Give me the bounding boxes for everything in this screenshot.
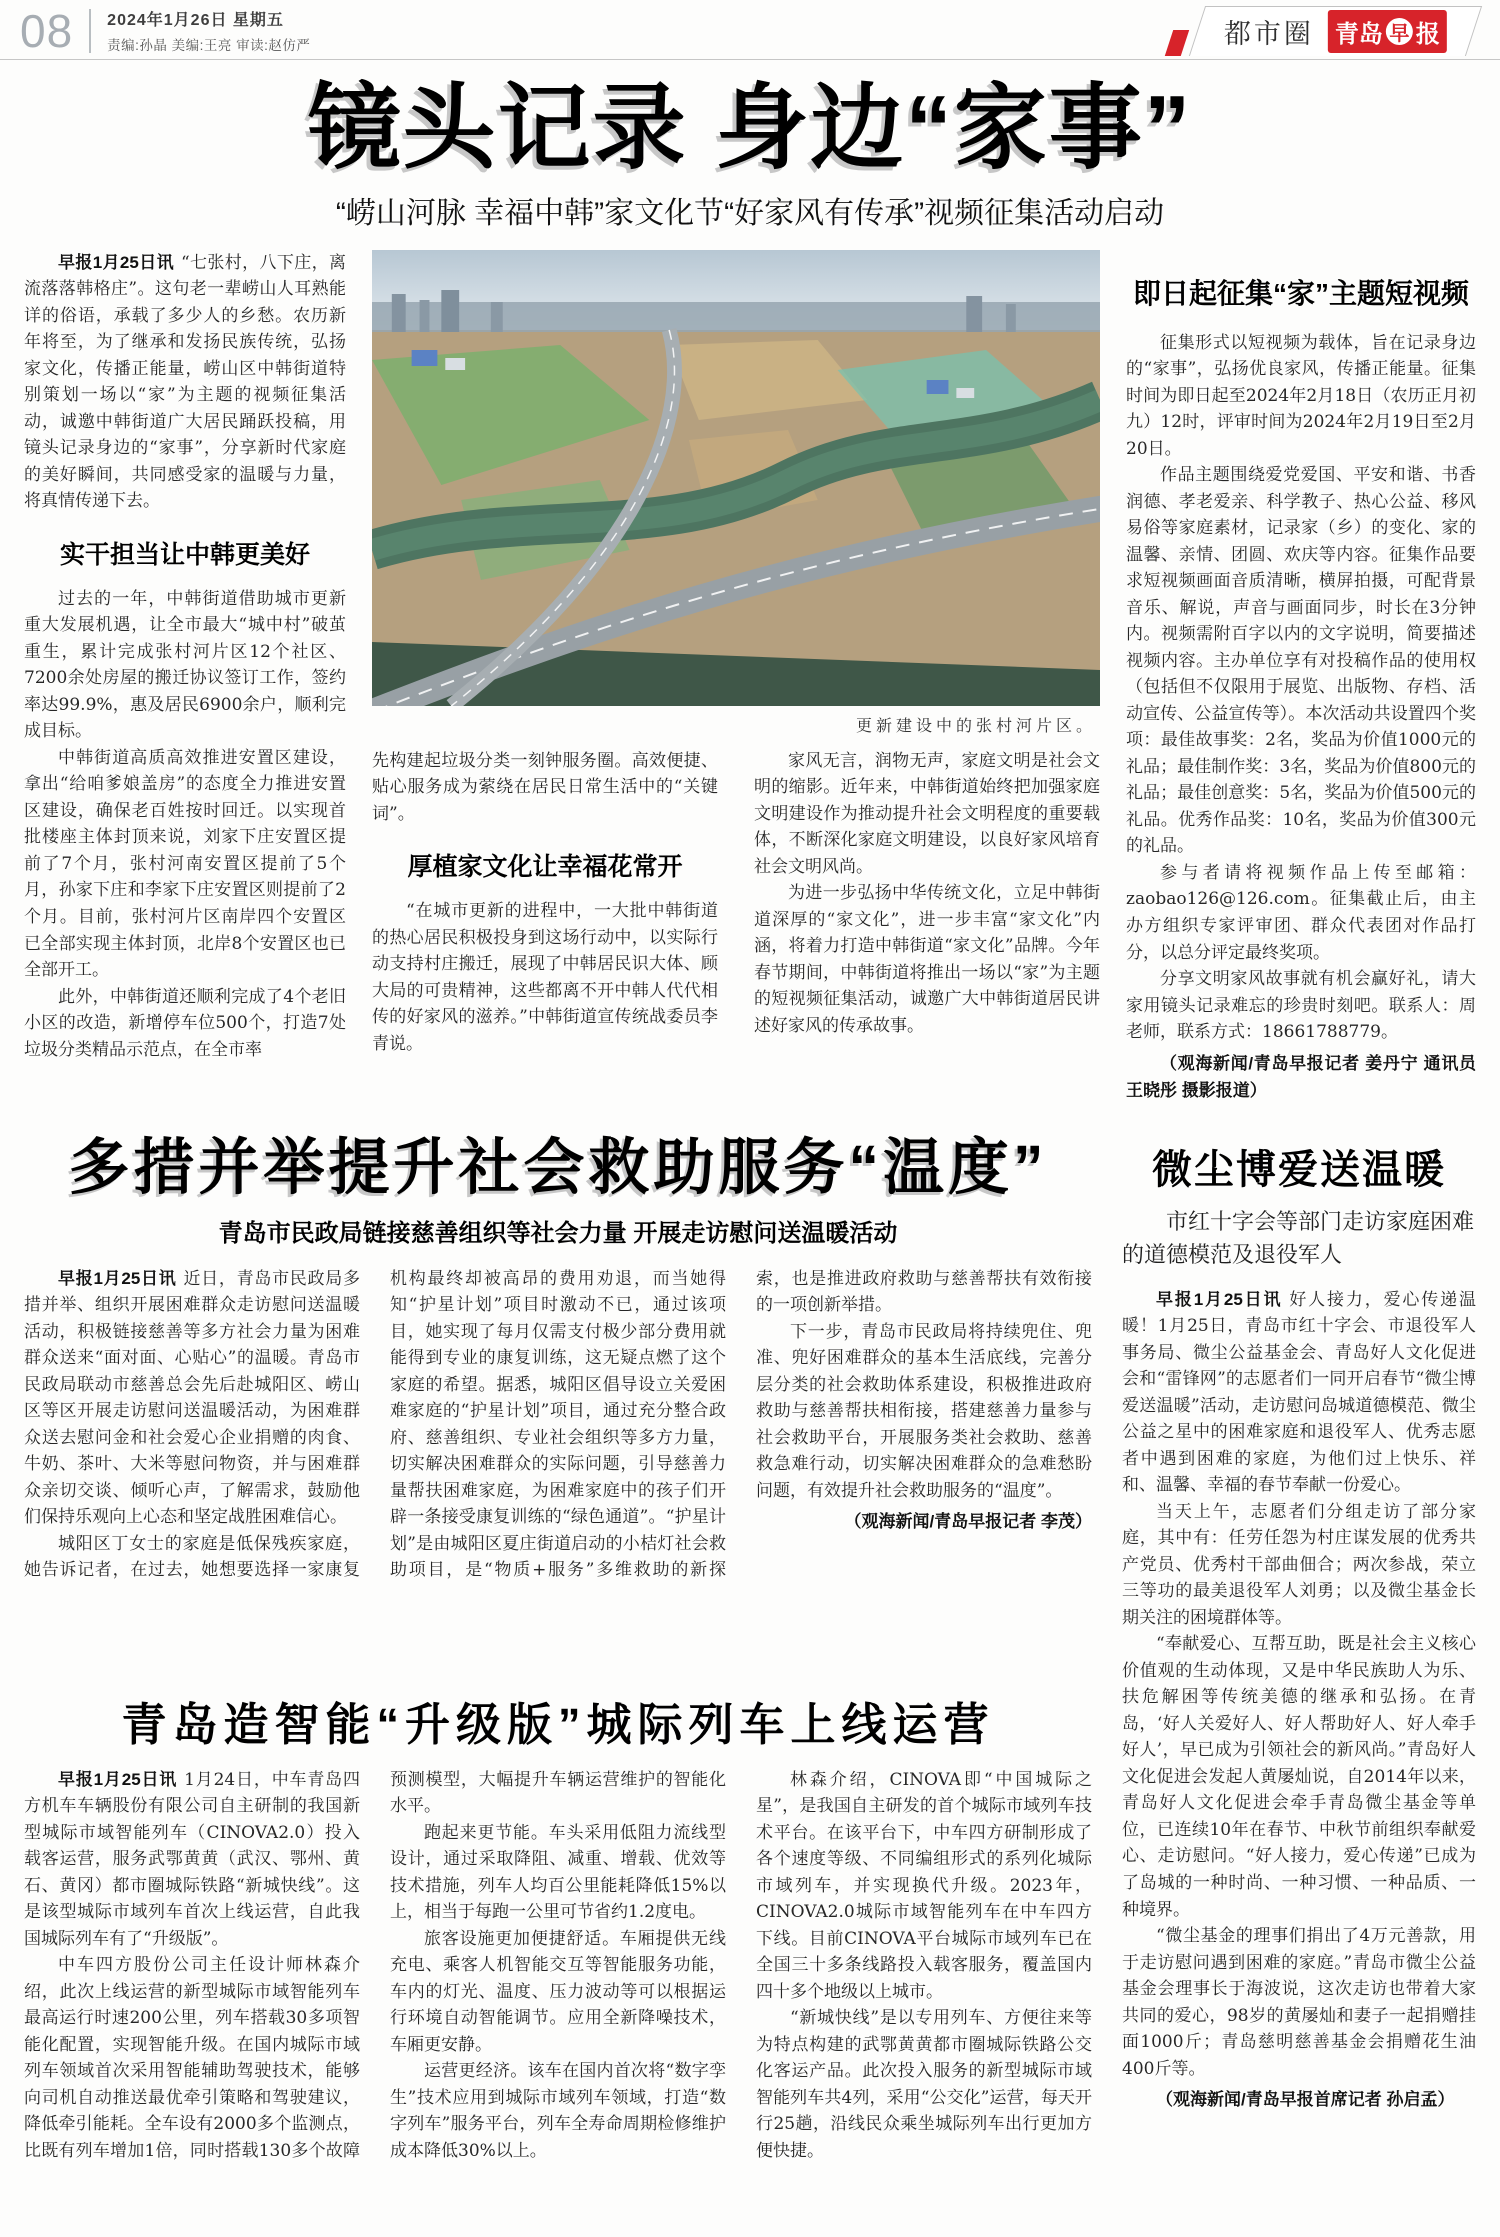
article-intercity-train [24, 1688, 1092, 2207]
masthead-circle-char: 早 [1386, 18, 1413, 45]
header-divider [89, 9, 91, 53]
masthead-part1: 青岛 [1334, 20, 1383, 48]
body-paragraph: 中车四方股份公司主任设计师林森介绍，此次上线运营的新型城际市域智能列车最高运行时速200公里，列车搭载30多项智能化配置，实现智能升级。在国内城际市域列车领域首次采用智能辅助驾驶技术，能够向司机自动推送最优牵引策略和驾驶建议，降低牵引能耗。全车设有2000多个监测点，比既有列车增加1倍，同时搭载130多个故障预测模型，大幅提升车辆运营维护的智能化水平。 [24, 1769, 726, 2161]
body-paragraph: “新城快线”是以专用列车、方便往来等为特点构建的武鄂黄黄都市圈城际铁路公交化客运产品。此次投入服务的新型城际市域智能列车共4列，采用“公交化”运营，每天开行25趟，沿线民众乘坐城际列车出行更加方便快捷。 [756, 2008, 1092, 2161]
body-text: 好人接力，爱心传递温暖！1月25日，青岛市红十字会、市退役军人事务局、微尘公益基金会、青岛好人文化促进会和“雷锋网”的志愿者们一同开启春节“微尘博爱送温暖”活动，走访慰问岛城道德模范、微尘公益之星中的困难家庭和退役军人、优秀志愿者中遇到困难的家庭，为他们过上快乐、祥和、温馨、幸福的春节奉献一份爱心。 [1122, 1289, 1476, 1496]
body-paragraph [1122, 1287, 1476, 1499]
dateline: 早报1月25日讯 [1156, 1289, 1283, 1309]
editors-line: 责编:孙晶 美编:王亮 审读:赵仿严 [107, 38, 311, 53]
body-paragraph: 作品主题围绕爱党爱国、平安和谐、书香润德、孝老爱亲、科学教子、热心公益、移风易俗等家庭素材，记录家（乡）的变化、家的温馨、亲情、团圆、欢庆等内容。征集作品要求短视频画面音质清晰，横屏拍摄，可配背景音乐、解说，声音与画面同步，时长在3分钟内。视频需附百字以内的文字说明，简要描述视频内容。主办单位享有对投稿作品的使用权（包括但不仅限用于展览、出版物、存档、活动宣传、公益宣传等）。本次活动共设置四个奖项：最佳故事奖：2名，奖品为价值1000元的礼品；最佳制作奖：3名，奖品为价值800元的礼品；最佳创意奖：5名，奖品为价值500元的礼品。优秀作品奖：10名，奖品为价值300元的礼品。 [1126, 465, 1476, 857]
body-paragraph: 先构建起垃圾分类一刻钟服务圈。高效便捷、贴心服务成为萦绕在居民日常生活中的“关键词”。 [372, 750, 718, 824]
article1-headline: 镜头记录 身边“家事” [307, 76, 1193, 180]
article1-crosshead-2: 厚植家文化让幸福花常开 [407, 853, 683, 882]
page-header [0, 0, 1500, 60]
section-label: 都市圈 [1223, 18, 1314, 49]
red-accent-mark [1165, 30, 1189, 56]
section-box [1189, 6, 1482, 56]
masthead-part3: 报 [1415, 20, 1440, 48]
article-charity-warmth [1122, 1138, 1476, 2114]
body-paragraph: 当天上午，志愿者们分组走访了部分家庭，其中有：任劳任怨为村庄谋发展的优秀共产党员、优秀村干部曲佃合；两次参战，荣立三等功的最美退役军人刘勇；以及微尘基金长期关注的困境群体等。 [1122, 1501, 1476, 1628]
body-paragraph: “奉献爱心、互帮互助，既是社会主义核心价值观的生动体现，又是中华民族助人为乐、扶危解困等传统美德的继承和弘扬。在青岛，‘好人关爱好人、好人帮助好人、好人牵手好人’，早已成为引领社会的新风尚。”青岛好人文化促进会发起人黄屡灿说，自2014年以来，青岛好人文化促进会牵手青岛微尘基金等单位，已连续10年在春节、中秋节前组织奉献爱心、走访慰问。“好人接力，爱心传递”已成为了岛城的一种时尚、一种习惯、一种品质、一种境界。 [1122, 1634, 1476, 1920]
body-paragraph [24, 1767, 360, 1953]
article1-right-column [1126, 250, 1476, 1116]
dateline: 早报1月25日讯 [58, 1769, 178, 1789]
article1-left-column [24, 250, 346, 1116]
body-paragraph: 参与者请将视频作品上传至邮箱：zaobao126@126.com。征集截止后，由主办方组织专家评审团、群众代表团对作品打分，以总分评定最终奖项。 [1126, 862, 1476, 963]
body-text: 近日，青岛市民政局多措并举、组织开展困难群众走访慰问送温暖活动，积极链接慈善等多方社会力量为困难群众送来“面对面、心贴心”的温暖。青岛市民政局联动市慈善总会先后赴城阳区、崂山区等区开展走访慰问送温暖活动，为困难群众送去慰问金和社会爱心企业捐赠的肉食、牛奶、茶叶、大米等慰问物资，并与困难群众亲切交谈、倾听心声，了解需求，鼓励他们保持乐观向上心态和坚定战胜困难信心。 [24, 1268, 360, 1528]
article3-subhead: 市红十字会等部门走访家庭困难的道德模范及退役军人 [1122, 1208, 1475, 1267]
body-paragraph: 城阳区丁女士的家庭是低保残疾家庭，她告诉记者，在过去，她想要选择一家康复机构最终却被高昂的费用劝退，而当她得知“护星计划”项目时激动不已，通过该项目，她实现了每月仅需支付极少部分费用就能得到专业的康复训练，这无疑点燃了这个家庭的希望。据悉，城阳区倡导设立关爱困难家庭的“护星计划”项目，通过充分整合政府、慈善组织、专业社会组织等多方力量，切实解决困难群众的实际问题，引导慈善力量帮扶困难家庭，为困难家庭中的孩子们开辟一条接受康复训练的“绿色通道”。“护星计划”是由城阳区夏庄街道启动的小桔灯社会救助项目，是“物质+服务”多维救助的新探索，也是推进政府救助与慈善帮扶有效衔接的一项创新举措。 [24, 1268, 1092, 1581]
body-paragraph: 过去的一年，中韩街道借助城市更新重大发展机遇，让全市最大“城中村”破茧重生，累计完成张村河片区12个社区、7200余处房屋的搬迁协议签订工作，签约率达99.9%，惠及居民6900余户，顺利完成目标。 [24, 588, 346, 742]
article1-subhead: “崂山河脉 幸福中韩”家文化节“好家风有传承”视频征集活动启动 [335, 196, 1165, 230]
article1-middle-column [372, 250, 1100, 1116]
body-text: 1月24日，中车青岛四方机车车辆股份有限公司自主研制的我国新型城际市域智能列车（CINOVA2.0）投入载客运营，服务武鄂黄黄（武汉、鄂州、黄石、黄冈）都市圈城际铁路“新城快线”。这是该型城际市域列车首次上线运营，自此我国城际列车有了“升级版”。 [24, 1769, 360, 1949]
body-paragraph: “在城市更新的进程中，一大批中韩街道的热心居民积极投身到这场行动中，以实际行动支持村庄搬迁，展现了中韩居民识大体、顾大局的可贵精神，这些都离不开中韩人代代相传的好家风的滋养。”中韩街道宣传统战委员李青说。 [372, 901, 718, 1054]
article1-content [0, 250, 1500, 1116]
article1-mid-columns [372, 748, 1100, 1058]
masthead-logo [1328, 10, 1447, 53]
body-paragraph: 为进一步弘扬中华传统文化，立足中韩街道深厚的“家文化”，进一步丰富“家文化”内涵，将着力打造中韩街道“家文化”品牌。今年春节期间，中韩街道将推出一场以“家”为主题的短视频征集活动，诚邀广大中韩街道居民讲述好家风的传承故事。 [754, 883, 1100, 1036]
article2-byline: （观海新闻/青岛早报记者 李茂） [844, 1512, 1092, 1532]
article2-subhead: 青岛市民政局链接慈善组织等社会力量 开展走访慰问送温暖活动 [218, 1219, 898, 1247]
aerial-photo [372, 250, 1100, 706]
article-family-video [0, 76, 1500, 1116]
body-paragraph: 中韩街道高质高效推进安置区建设，拿出“给咱爹娘盖房”的态度全力推进安置区建设，确保老百姓按时回迁。以实现首批楼座主体封顶来说，刘家下庄安置区提前了7个月，张村河南安置区提前了5个月，孙家下庄和李家下庄安置区则提前了2个月。目前，张村河片区南岸四个安置区已全部实现主体封顶，北岸8个安置区也已全部开工。 [24, 747, 346, 981]
body-paragraph: “微尘基金的理事们捐出了4万元善款，用于走访慰问遇到困难的家庭。”青岛市微尘公益基金会理事长于海波说，这次走访也带着大家共同的爱心，98岁的黄屡灿和妻子一起捐赠挂面1000斤；青岛慈明慈善基金会捐赠花生油400斤等。 [1122, 1926, 1476, 2079]
body-paragraph: 运营更经济。该车在国内首次将“数字孪生”技术应用到城际市域列车领域，打造“数字列车”服务平台，列车全寿命周期检修维护成本降低30%以上。 [390, 2061, 726, 2161]
dateline: 早报1月25日讯 [58, 1268, 177, 1288]
article1-midright-column [754, 748, 1100, 1058]
article3-byline: （观海新闻/青岛早报首席记者 孙启孟） [1156, 2090, 1455, 2110]
body-paragraph: 征集形式以短视频为载体，旨在记录身边的“家事”，弘扬优良家风，传播正能量。征集时间为即日起至2024年2月18日（农历正月初九）12时，评审时间为2024年2月19日至2月20日。 [1126, 332, 1476, 459]
header-right [1169, 6, 1474, 56]
article3-headline: 微尘博爱送温暖 [1152, 1147, 1446, 1192]
article2-headline: 多措并举提升社会救助服务“温度” [68, 1132, 1048, 1201]
body-paragraph: 旅客设施更加便捷舒适。车厢提供无线充电、乘客人机智能交互等智能服务功能，车内的灯光、温度、压力波动等可以根据运行环境自动智能调节。应用全新降噪技术，车厢更安静。 [390, 1928, 726, 2055]
article4-body [24, 1767, 1092, 2207]
body-paragraph [24, 1266, 360, 1531]
article4-headline: 青岛造智能“升级版”城际列车上线运营 [121, 1698, 995, 1750]
lower-left-region [24, 1130, 1092, 2207]
body-paragraph: 林森介绍，CINOVA即“中国城际之星”，是我国自主研发的首个城际市域列车技术平台。在该平台下，中车四方研制形成了各个速度等级、不同编组形式的系列化城际市域列车，并实现换代升级。2023年，CINOVA2.0城际市域智能列车在中车四方下线。目前CINOVA平台城际市域列车已在全国三十多条线路投入载客服务，覆盖国内四十多个地级以上城市。 [756, 1769, 1092, 2002]
article1-crosshead-1: 实干担当让中韩更美好 [59, 540, 310, 569]
photo-caption: 更新建设中的张村河片区。 [855, 715, 1096, 735]
article-social-assistance [24, 1134, 1092, 1668]
body-paragraph: 下一步，青岛市民政局将持续兜住、兜准、兜好困难群众的基本生活底线，完善分层分类的社会救助体系建设，积极推进政府救助与慈善帮扶相衔接，搭建慈善力量参与社会救助平台，开展服务类社会救助、慈善救急难行动，切实解决困难群众的急难愁盼问题，有效提升社会救助服务的“温度”。 [756, 1321, 1092, 1501]
body-paragraph: 家风无言，润物无声，家庭文明是社会文明的缩影。近年来，中韩街道始终把加强家庭文明建设作为推动提升社会文明程度的重要载体，不断深化家庭文明建设，以良好家风培育社会文明风尚。 [754, 750, 1100, 877]
header-left [20, 4, 311, 57]
article1-sidebar-heading: 即日起征集“家”主题短视频 [1132, 277, 1469, 309]
dateline: 早报1月25日讯 [58, 252, 174, 272]
header-meta [107, 7, 310, 54]
body-paragraph: 跑起来更节能。车头采用低阻力流线型设计，通过采取降阻、减重、增载、优效等技术措施，列车人均百公里能耗降低15%以上，相当于每跑一公里可节省约1.2度电。 [390, 1822, 726, 1923]
lower-section [0, 1130, 1500, 2207]
body-paragraph [24, 250, 346, 515]
body-text: “七张村，八下庄，离流落落韩格庄”。这句老一辈崂山人耳熟能详的俗语，承载了多少人的乡愁。农历新年将至，为了继承和发扬民族传统，弘扬家文化，传播正能量，崂山区中韩街道特别策划一场以“家”为主题的视频征集活动，诚邀中韩街道广大居民踊跃投稿，用镜头记录身边的“家事”，分享新时代家庭的美好瞬间，共同感受家的温暖与力量，将真情传递下去。 [24, 252, 346, 512]
section-inner [1224, 10, 1447, 53]
article1-midleft-column [372, 748, 718, 1058]
lower-right-region [1122, 1130, 1476, 2200]
article1-byline: （观海新闻/青岛早报记者 姜丹宁 通讯员 王晓彤 摄影报道） [1126, 1053, 1476, 1100]
page-number: 08 [20, 4, 74, 57]
body-paragraph: 此外，中韩街道还顺利完成了4个老旧小区的改造，新增停车位500个，打造7处垃圾分类精品示范点，在全市率 [24, 986, 346, 1060]
article2-body [24, 1266, 1092, 1668]
publication-date: 2024年1月26日 星期五 [107, 12, 284, 29]
body-paragraph: 分享文明家风故事就有机会赢好礼，请大家用镜头记录难忘的珍贵时刻吧。联系人：周老师，联系方式：18661788779。 [1126, 969, 1476, 1043]
